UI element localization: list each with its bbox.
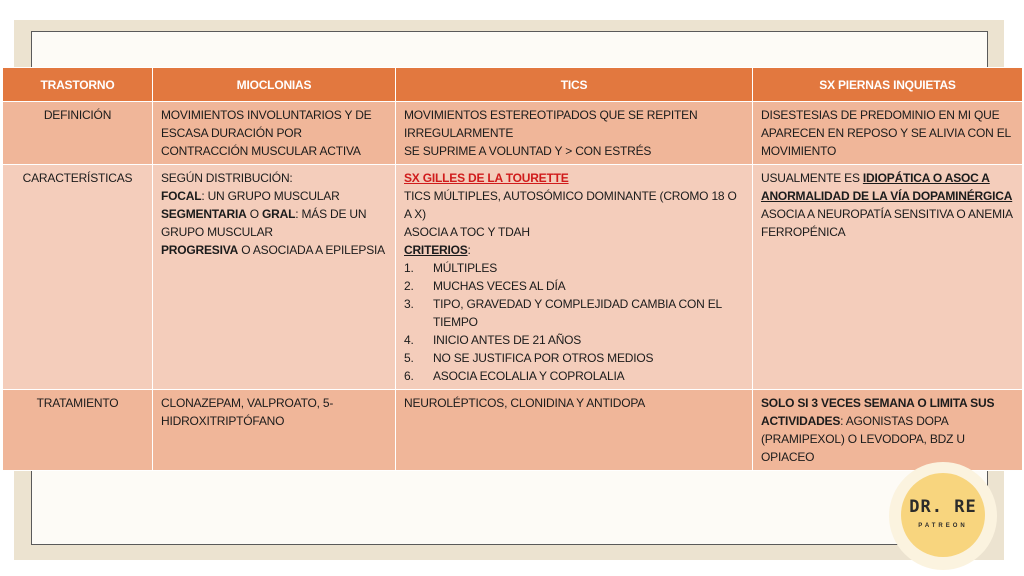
criterio-number: 1. xyxy=(404,261,414,275)
list-item xyxy=(404,367,744,385)
criterios-list xyxy=(404,259,744,385)
list-item xyxy=(404,349,744,367)
logo-title: DR. RE xyxy=(909,497,977,517)
comparison-table xyxy=(2,67,1023,471)
criterio-number: 6. xyxy=(404,369,414,383)
mioclonias-intro: SEGÚN DISTRIBUCIÓN: xyxy=(161,171,293,185)
mioclonias-focal xyxy=(161,187,387,205)
header-piernas-inquietas: SX PIERNAS INQUIETAS xyxy=(753,68,1023,102)
criterio-number: 4. xyxy=(404,333,414,347)
logo xyxy=(901,473,985,557)
criterios-colon: : xyxy=(467,243,471,257)
label-tratamiento: TRATAMIENTO xyxy=(3,390,153,471)
criterio-number: 3. xyxy=(404,297,414,311)
row-caracteristicas xyxy=(3,165,1023,390)
header-row xyxy=(3,68,1023,102)
cell-tratamiento-piernas xyxy=(753,390,1023,471)
segmentaria-text: : MÁS DE UN GRUPO MUSCULAR xyxy=(161,207,367,239)
tics-def-line-2: SE SUPRIME A VOLUNTAD Y > CON ESTRÉS xyxy=(404,144,652,158)
list-item xyxy=(404,259,744,277)
criterio-text: MUCHAS VECES AL DÍA xyxy=(433,279,566,293)
criterio-text: INICIO ANTES DE 21 AÑOS xyxy=(433,333,582,347)
tics-def-line-1: MOVIMIENTOS ESTEREOTIPADOS QUE SE REPITEN IRREGULARMENTE xyxy=(404,108,698,140)
list-item xyxy=(404,295,744,331)
list-item xyxy=(404,277,744,295)
cell-definicion-piernas: DISESTESIAS DE PREDOMINIO EN MI QUE APARECEN EN REPOSO Y SE ALIVIA CON EL MOVIMIENTO xyxy=(753,102,1023,165)
criterio-text: MÚLTIPLES xyxy=(433,261,497,275)
piernas-idiopatica: IDIOPÁTICA O ASOC A ANORMALIDAD DE LA VÍA DOPAMINÉRGICA xyxy=(761,171,1013,203)
criterio-number: 5. xyxy=(404,351,414,365)
cell-caracteristicas-mioclonias xyxy=(153,165,396,390)
progresiva-text: O ASOCIADA A EPILEPSIA xyxy=(238,243,385,257)
segmentaria-term: SEGMENTARIA xyxy=(161,207,247,221)
header-tics: TICS xyxy=(396,68,753,102)
mioclonias-segmentaria xyxy=(161,205,387,241)
cell-caracteristicas-piernas xyxy=(753,165,1023,390)
cell-caracteristicas-tics xyxy=(396,165,753,390)
logo-subtitle: PATREON xyxy=(918,523,968,529)
list-item xyxy=(404,331,744,349)
tourette-title: SX GILLES DE LA TOURETTE xyxy=(404,171,569,185)
criterio-text: TIPO, GRAVEDAD Y COMPLEJIDAD CAMBIA CON EL TIEMPO xyxy=(433,297,722,329)
cell-tratamiento-tics: NEUROLÉPTICOS, CLONIDINA Y ANTIDOPA xyxy=(396,390,753,471)
criterios-label: CRITERIOS xyxy=(404,243,468,257)
criterio-text: NO SE JUSTIFICA POR OTROS MEDIOS xyxy=(433,351,654,365)
piernas-etiologia xyxy=(761,169,1014,205)
piernas-tratamiento-condicion: SOLO SI 3 VECES SEMANA O LIMITA SUS ACTIVIDADES xyxy=(761,396,995,428)
piernas-prefix: USUALMENTE ES xyxy=(761,171,863,185)
label-caracteristicas: CARACTERÍSTICAS xyxy=(3,165,153,390)
focal-term: FOCAL xyxy=(161,189,202,203)
mioclonias-progresiva xyxy=(161,241,387,259)
connector-o: O xyxy=(246,207,262,221)
progresiva-term: PROGRESIVA xyxy=(161,243,239,257)
row-tratamiento xyxy=(3,390,1023,471)
cell-definicion-tics xyxy=(396,102,753,165)
header-mioclonias: MIOCLONIAS xyxy=(153,68,396,102)
tics-line-1: TICS MÚLTIPLES, AUTOSÓMICO DOMINANTE (CROMO 18 O A X) xyxy=(404,189,737,221)
focal-text: : UN GRUPO MUSCULAR xyxy=(201,189,340,203)
cell-definicion-mioclonias: MOVIMIENTOS INVOLUNTARIOS Y DE ESCASA DURACIÓN POR CONTRACCIÓN MUSCULAR ACTIVA xyxy=(153,102,396,165)
gral-term: GRAL xyxy=(262,207,296,221)
header-trastorno: TRASTORNO xyxy=(3,68,153,102)
piernas-tratamiento-farmacos: : AGONISTAS DOPA (PRAMIPEXOL) O LEVODOPA, BDZ U OPIACEO xyxy=(761,414,965,464)
criterio-number: 2. xyxy=(404,279,414,293)
piernas-asocia: ASOCIA A NEUROPATÍA SENSITIVA O ANEMIA FERROPÉNICA xyxy=(761,207,1013,239)
tics-line-2: ASOCIA A TOC Y TDAH xyxy=(404,225,530,239)
row-definicion xyxy=(3,102,1023,165)
criterio-text: ASOCIA ECOLALIA Y COPROLALIA xyxy=(433,369,625,383)
criterios-heading xyxy=(404,241,744,259)
cell-tratamiento-mioclonias: CLONAZEPAM, VALPROATO, 5-HIDROXITRIPTÓFANO xyxy=(153,390,396,471)
label-definicion: DEFINICIÓN xyxy=(3,102,153,165)
